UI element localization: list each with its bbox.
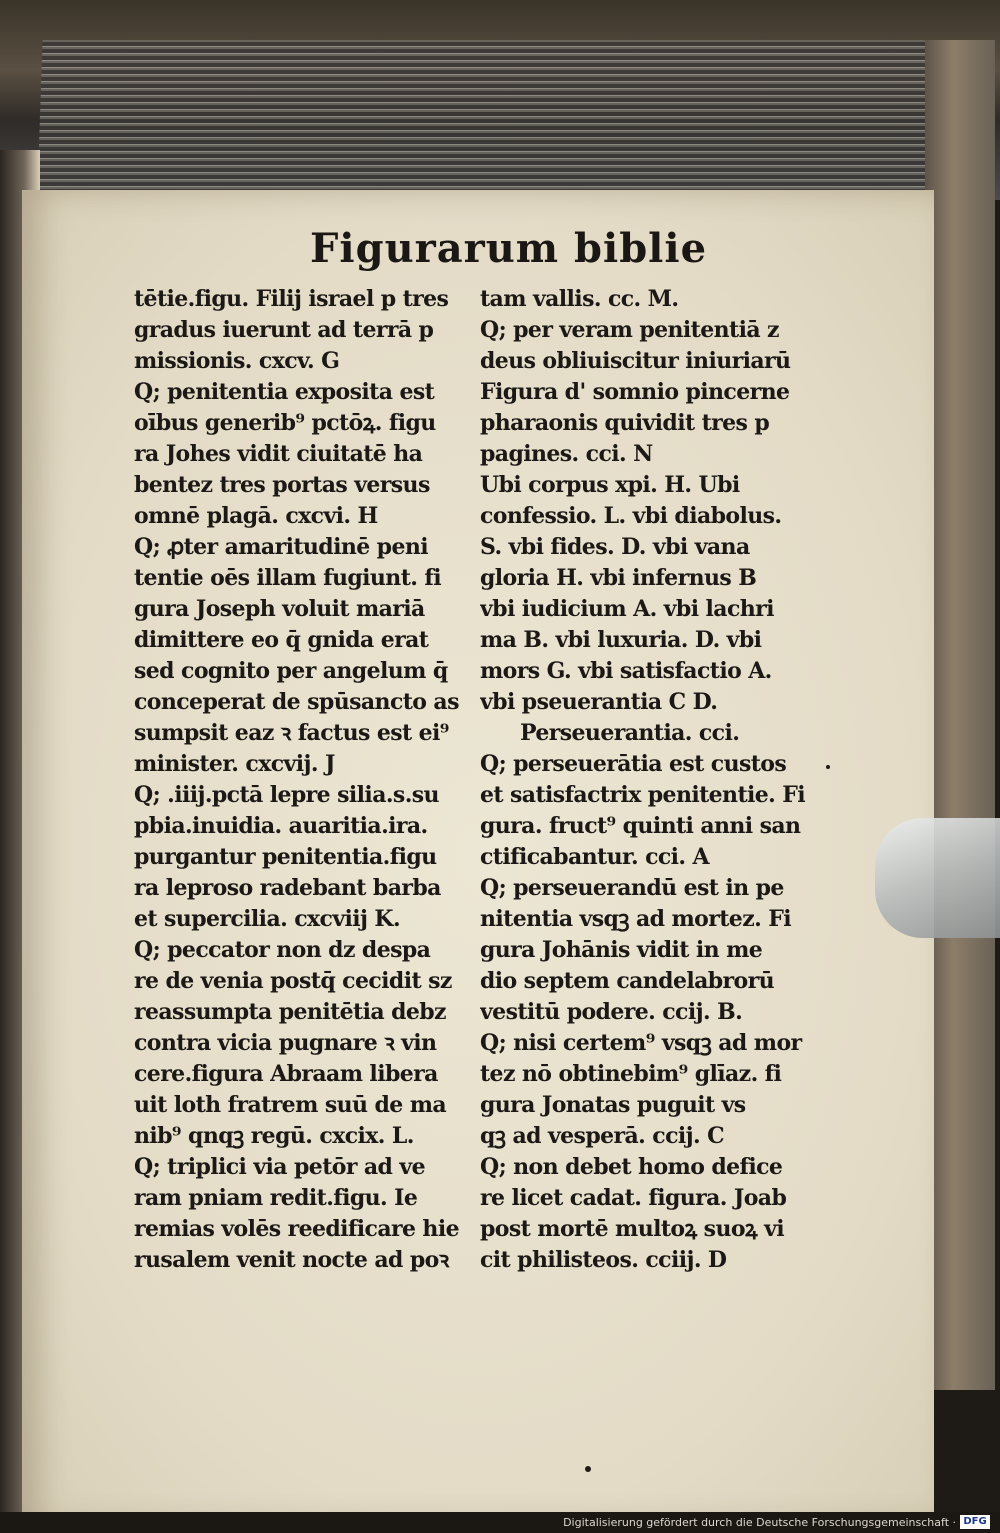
text-line: omnē plagā. cxcvi. H	[134, 503, 378, 529]
text-line: pharaonis quividit tres p	[480, 410, 770, 436]
text-line: Q; perseuerandū est in pe	[480, 875, 784, 901]
text-line: ra leproso radebant barba	[134, 875, 441, 901]
book-cover-edge	[925, 40, 995, 1390]
text-line: Q; penitentia exposita est	[134, 379, 435, 405]
text-line: ma B. vbi luxuria. D. vbi	[480, 627, 762, 653]
text-line: sed cognito per angelum q̄	[134, 658, 448, 684]
text-line: oībus generib⁹ pctōꝝ. figu	[134, 410, 436, 436]
text-line: purgantur penitentia.figu	[134, 844, 437, 870]
text-line: vbi iudicium A. vbi lachri	[480, 596, 774, 622]
text-line: conceperat de spūsancto as	[134, 689, 459, 715]
text-line: tentie oēs illam fugiunt. fi	[134, 565, 442, 591]
text-line: cit philisteos. cciij. D	[480, 1247, 727, 1273]
page-clip	[875, 818, 1000, 938]
text-line: pbia.inuidia. auaritia.ira.	[134, 813, 428, 839]
text-line: Q; .iiij.pctā lepre silia.s.su	[134, 782, 439, 808]
text-line: ra Johes vidit ciuitatē ha	[134, 441, 423, 467]
text-line: gura. fruct⁹ quinti anni san	[480, 813, 801, 839]
text-line: bentez tres portas versus	[134, 472, 430, 498]
text-line: gradus iuerunt ad terrā p	[134, 317, 434, 343]
text-line: gura Joseph voluit mariā	[134, 596, 425, 622]
text-line: gloria H. vbi infernus B	[480, 565, 757, 591]
text-line: et satisfactrix penitentie. Fi	[480, 782, 806, 808]
text-line: tam vallis. cc. M.	[480, 286, 679, 312]
text-line: post mortē multoꝝ suoꝝ vi	[480, 1216, 785, 1242]
text-line: confessio. L. vbi diabolus.	[480, 503, 782, 529]
page-speck	[826, 765, 830, 769]
text-line: mors G. vbi satisfactio A.	[480, 658, 772, 684]
text-line: pagines. cci. N	[480, 441, 653, 467]
text-line: Q; per veram penitentiā z	[480, 317, 779, 343]
page-headline: Figurarum biblie	[310, 225, 708, 272]
text-line: cere.figura Abraam libera	[134, 1061, 438, 1087]
text-line: sumpsit eaz ꝛ factus est ei⁹	[134, 720, 449, 746]
text-line: gura Jonatas puguit vs	[480, 1092, 746, 1118]
text-line: Q; non debet homo defice	[480, 1154, 783, 1180]
right-text-column	[480, 284, 815, 1276]
text-line: S. vbi fides. D. vbi vana	[480, 534, 750, 560]
text-line: ram pniam redit.figu. Ie	[134, 1185, 418, 1211]
text-line: qꝫ ad vesperā. ccij. C	[480, 1123, 725, 1149]
page-speck	[585, 1466, 591, 1472]
text-line: Q; peccator non dz despa	[134, 937, 431, 963]
text-line: vestitū podere. ccij. B.	[480, 999, 743, 1025]
text-line: tētie.figu. Filij israel p tres	[134, 286, 449, 312]
page-edges	[37, 40, 932, 190]
funding-credit: Digitalisierung gefördert durch die Deutsche Forschungsgemeinschaft ·	[563, 1516, 956, 1529]
text-line: Q; ꝓter amaritudinē peni	[134, 534, 429, 560]
text-line: Q; nisi certem⁹ vsqꝫ ad mor	[480, 1030, 802, 1056]
text-line: rusalem venit nocte ad poꝛ	[134, 1247, 449, 1273]
text-line: et supercilia. cxcviij K.	[134, 906, 401, 932]
text-line: re licet cadat. figura. Joab	[480, 1185, 787, 1211]
text-line: tez nō obtinebim⁹ glīaz. fi	[480, 1061, 782, 1087]
text-line: uit loth fratrem suū de ma	[134, 1092, 447, 1118]
text-line: Perseuerantia. cci.	[520, 720, 740, 746]
text-line: minister. cxcvij. J	[134, 751, 335, 777]
text-line: ctificabantur. cci. A	[480, 844, 710, 870]
text-line: gura Johānis vidit in me	[480, 937, 763, 963]
text-line: deus obliuiscitur iniuriarū	[480, 348, 791, 374]
text-line: contra vicia pugnare ꝛ vin	[134, 1030, 437, 1056]
text-line: Ubi corpus xpi. H. Ubi	[480, 472, 740, 498]
text-line: nib⁹ qnqꝫ regū. cxcix. L.	[134, 1123, 414, 1149]
text-line: nitentia vsqꝫ ad mortez. Fi	[480, 906, 791, 932]
text-line: Figura d' somnio pincerne	[480, 379, 790, 405]
text-line: Q; triplici via petōr ad ve	[134, 1154, 425, 1180]
text-line: Q; perseuerātia est custos	[480, 751, 787, 777]
text-line: dimittere eo q̄ gnida erat	[134, 627, 429, 653]
text-line: vbi pseuerantia C D.	[480, 689, 718, 715]
text-line: re de venia postq̄ cecidit sz	[134, 968, 452, 994]
text-line: missionis. cxcv. G	[134, 348, 340, 374]
dfg-logo: DFG	[960, 1515, 990, 1529]
text-line: dio septem candelabrorū	[480, 968, 775, 994]
text-line: remias volēs reedificare hie	[134, 1216, 459, 1242]
text-line: reassumpta penitētia debz	[134, 999, 446, 1025]
left-text-column	[134, 284, 472, 1276]
